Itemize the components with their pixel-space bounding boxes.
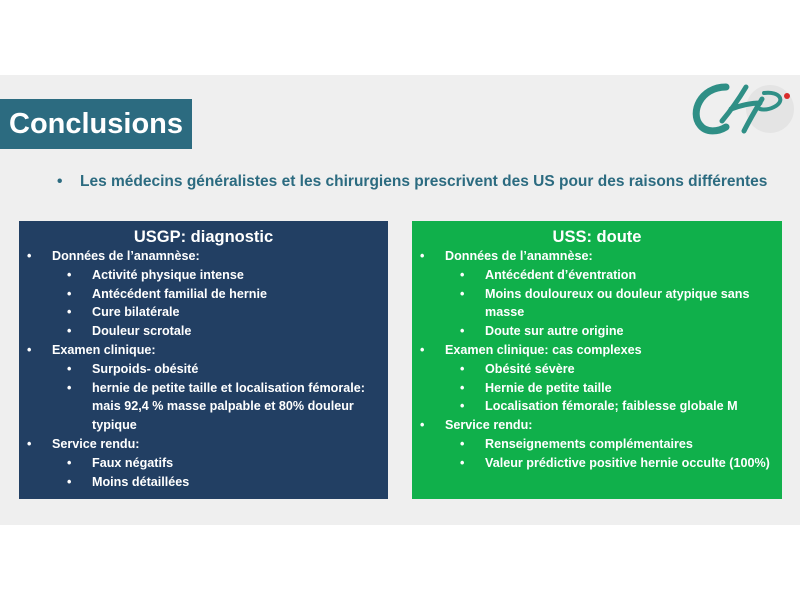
chp-logo-icon xyxy=(686,79,798,143)
item-text: Faux négatifs xyxy=(92,455,174,470)
item-bullet: • xyxy=(460,399,465,414)
item-bullet: • xyxy=(460,455,465,470)
usgp-section-service xyxy=(19,435,388,454)
section-bullet: • xyxy=(27,436,32,451)
uss-section-anamnese xyxy=(412,247,782,266)
usgp-panel xyxy=(19,221,388,499)
usgp-section-anamnese xyxy=(19,247,388,266)
item-bullet: • xyxy=(67,380,72,395)
section-label: Examen clinique: cas complexes xyxy=(445,342,642,357)
list-item xyxy=(19,303,388,322)
uss-section-examen xyxy=(412,341,782,360)
intro-bullet-marker: • xyxy=(57,173,63,190)
section-label: Examen clinique: xyxy=(52,342,156,357)
item-text: Localisation fémorale; faiblesse globale M xyxy=(485,399,738,414)
uss-section-service xyxy=(412,416,782,435)
list-item xyxy=(412,435,782,454)
list-item xyxy=(19,360,388,379)
list-item xyxy=(19,285,388,304)
usgp-section-examen xyxy=(19,341,388,360)
section-bullet: • xyxy=(27,342,32,357)
item-bullet: • xyxy=(67,474,72,489)
item-bullet: • xyxy=(460,267,465,282)
item-bullet: • xyxy=(460,361,465,376)
item-text: Cure bilatérale xyxy=(92,305,180,320)
logo-c-stroke xyxy=(696,87,726,131)
uss-panel-title: USS: doute xyxy=(552,228,642,246)
list-item xyxy=(412,285,782,323)
list-item xyxy=(412,454,782,473)
item-bullet: • xyxy=(460,286,465,301)
section-bullet: • xyxy=(420,342,425,357)
item-bullet: • xyxy=(67,286,72,301)
item-text: Antécédent familial de hernie xyxy=(92,286,267,301)
item-text: Activité physique intense xyxy=(92,267,244,282)
list-item xyxy=(19,473,388,492)
item-bullet: • xyxy=(67,267,72,282)
item-text: Renseignements complémentaires xyxy=(485,436,693,451)
intro-bullet-point xyxy=(57,171,775,192)
list-item xyxy=(412,379,782,398)
item-bullet: • xyxy=(67,361,72,376)
item-text: Moins douloureux ou douleur atypique sans masse xyxy=(485,286,750,320)
list-item xyxy=(19,454,388,473)
section-bullet: • xyxy=(420,418,425,433)
item-text: Doute sur autre origine xyxy=(485,324,624,339)
list-item xyxy=(412,322,782,341)
section-bullet: • xyxy=(420,249,425,263)
section-label: Données de l’anamnèse: xyxy=(445,249,593,263)
item-text: Surpoids- obésité xyxy=(92,361,199,376)
item-bullet: • xyxy=(67,305,72,320)
item-bullet: • xyxy=(460,436,465,451)
item-text: Hernie de petite taille xyxy=(485,380,612,395)
usgp-panel-title: USGP: diagnostic xyxy=(133,228,274,246)
item-text: Douleur scrotale xyxy=(92,324,192,339)
item-text: Antécédent d’éventration xyxy=(485,267,637,282)
uss-panel xyxy=(412,221,782,499)
item-bullet: • xyxy=(460,324,465,339)
item-text: Obésité sévère xyxy=(485,361,575,376)
list-item xyxy=(412,360,782,379)
item-text: hernie de petite taille et localisation fémorale: mais 92,4 % masse palpable et 80% douleur typique xyxy=(92,380,365,433)
list-item xyxy=(412,397,782,416)
section-label: Service rendu: xyxy=(445,418,533,433)
slide xyxy=(0,75,800,525)
item-bullet: • xyxy=(67,324,72,339)
section-bullet: • xyxy=(27,249,32,263)
section-label: Service rendu: xyxy=(52,436,140,451)
list-item xyxy=(19,379,388,435)
item-bullet: • xyxy=(67,455,72,470)
item-text: Valeur prédictive positive hernie occulte (100%) xyxy=(485,455,770,470)
logo-red-dot xyxy=(784,93,790,99)
list-item xyxy=(412,266,782,285)
intro-text: Les médecins généralistes et les chirurgiens prescrivent des US pour des raisons différentes xyxy=(80,173,768,190)
item-bullet: • xyxy=(460,380,465,395)
list-item xyxy=(19,266,388,285)
item-text: Moins détaillées xyxy=(92,474,190,489)
slide-title: Conclusions xyxy=(0,99,192,149)
section-label: Données de l’anamnèse: xyxy=(52,249,200,263)
list-item xyxy=(19,322,388,341)
